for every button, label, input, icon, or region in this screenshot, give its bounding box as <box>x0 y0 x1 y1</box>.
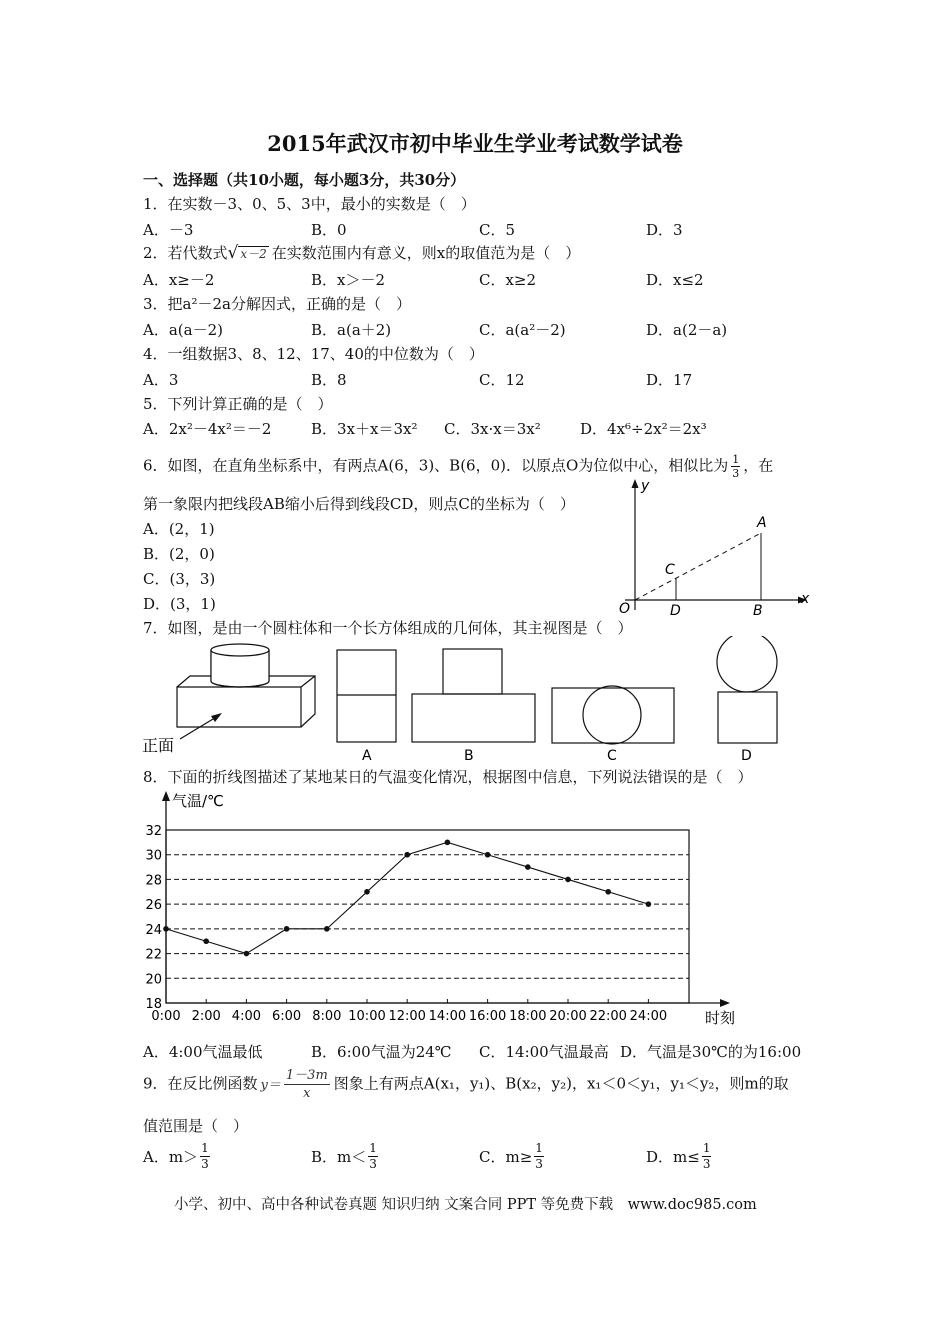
q5-option-c: C．3x·x＝3x² <box>444 420 541 438</box>
q3-option-d: D．a(2－a) <box>646 321 728 339</box>
question-6-stem: 6．如图，在直角坐标系中，有两点A(6，3)、B(6，0)．以原点O为位似中心，相似比为 $\frac{1}{3}$ ，在 <box>143 453 774 480</box>
x-tick-label: 6:00 <box>271 1009 302 1024</box>
data-point <box>404 852 410 858</box>
temperature-line-chart <box>140 785 740 1035</box>
x-tick-label: 0:00 <box>151 1009 181 1024</box>
q4-option-c: C．12 <box>479 371 525 389</box>
y-tick-label: 32 <box>145 824 162 839</box>
front-label: 正面 <box>142 736 175 755</box>
section-heading: 一、选择题（共10小题，每小题3分，共30分） <box>143 171 466 189</box>
q2-option-b: B．x＞－2 <box>311 271 386 289</box>
point-c-label: C <box>665 562 675 578</box>
q1-option-c: C．5 <box>479 221 516 239</box>
view-c <box>552 688 674 743</box>
x-tick-label: 16:00 <box>468 1009 507 1024</box>
view-d-rect <box>718 692 777 743</box>
data-point <box>364 889 370 895</box>
y-tick-label: 30 <box>145 848 162 864</box>
sqrt-symbol: √ <box>227 243 239 263</box>
y-tick-label: 20 <box>145 972 162 988</box>
question-5-stem: 5．下列计算正确的是（ ） <box>143 395 333 413</box>
page-footer: 小学、初中、高中各种试卷真题 知识归纳 文案合同 PPT 等免费下载 www.doc985.com <box>174 1197 757 1213</box>
q6-option-c: C．(3，3) <box>143 570 216 588</box>
q2-option-d: D．x≤2 <box>646 271 704 289</box>
q8-option-a: A．4:00气温最低 <box>143 1043 263 1061</box>
q3-option-b: B．a(a＋2) <box>311 321 392 339</box>
temperature-line <box>166 842 648 953</box>
y-tick-label: 24 <box>145 922 162 938</box>
chart-grid <box>162 791 730 1007</box>
view-a <box>337 650 396 742</box>
y-axis-arrow <box>162 791 170 801</box>
data-point <box>284 926 290 932</box>
label-b: B <box>464 748 474 764</box>
q1-option-d: D．3 <box>646 221 683 239</box>
q9-option-d: D．m≤ $\frac{1}{3}$ <box>646 1141 711 1171</box>
question-9-stem-cont: 值范围是（ ） <box>143 1117 249 1135</box>
q5-option-a: A．2x²－4x²＝－2 <box>143 420 272 438</box>
x-tick-label: 2:00 <box>191 1009 221 1024</box>
origin-label: O <box>619 601 631 617</box>
question-3-stem: 3．把a²－2a分解因式，正确的是（ ） <box>143 295 411 313</box>
data-point <box>646 901 652 907</box>
view-b-bottom <box>412 694 535 742</box>
x-axis-arrow <box>720 999 730 1007</box>
solid-drawing <box>177 644 315 739</box>
x-tick-label: 12:00 <box>388 1009 426 1024</box>
data-point <box>485 852 491 858</box>
x-tick-label: 8:00 <box>312 1009 342 1024</box>
q9-option-a: A．m＞ $\frac{1}{3}$ <box>143 1141 209 1171</box>
q3-option-c: C．a(a²－2) <box>479 321 566 339</box>
question-7-stem: 7．如图，是由一个圆柱体和一个长方体组成的几何体，其主视图是（ ） <box>143 619 633 637</box>
q9-option-b: B．m＜ $\frac{1}{3}$ <box>311 1141 377 1171</box>
view-d-circle <box>717 636 777 692</box>
function-fraction: $\frac{1-3m}{x}$ <box>285 1068 328 1101</box>
q6-option-d: D．(3，1) <box>143 595 216 613</box>
chart-series <box>163 840 651 957</box>
q9-option-c: C．m≥ $\frac{1}{3}$ <box>479 1141 543 1171</box>
data-point <box>525 864 531 870</box>
x-tick-label: 22:00 <box>589 1009 627 1024</box>
x-tick-label: 20:00 <box>549 1009 587 1024</box>
plot-frame <box>166 830 689 1003</box>
y-tick-label: 18 <box>145 997 162 1012</box>
question-6-stem-cont: 第一象限内把线段AB缩小后得到线段CD，则点C的坐标为（ ） <box>143 495 575 513</box>
q1-option-b: B．0 <box>311 221 347 239</box>
x-tick-label: 18:00 <box>509 1009 547 1024</box>
radicand: x－2 <box>240 247 267 261</box>
q8-option-b: B．6:00气温为24℃ <box>311 1043 452 1061</box>
exam-title: 2015年武汉市初中毕业生学业考试数学试卷 <box>267 131 683 156</box>
x-axis-title: 时刻 <box>705 1009 736 1027</box>
point-a-label: A <box>757 515 767 531</box>
x-tick-label: 4:00 <box>231 1009 262 1024</box>
data-point <box>565 877 571 883</box>
data-point <box>203 938 209 944</box>
y-axis-title: 气温/℃ <box>172 792 224 810</box>
x-axis-label: x <box>801 591 810 607</box>
label-c: C <box>607 748 617 764</box>
y-tick-label: 26 <box>145 898 162 914</box>
q4-option-b: B．8 <box>311 371 347 389</box>
q7-views-figure <box>140 636 820 766</box>
data-point <box>324 926 330 932</box>
x-tick-label: 10:00 <box>348 1009 386 1024</box>
data-point <box>244 951 250 957</box>
q5-option-b: B．3x＋x＝3x² <box>311 420 418 438</box>
data-point <box>605 889 611 895</box>
question-4-stem: 4．一组数据3、8、12、17、40的中位数为（ ） <box>143 345 484 363</box>
y-tick-label: 22 <box>145 947 162 963</box>
q6-option-b: B．(2，0) <box>143 545 215 563</box>
ratio-fraction: $\frac{1}{3}$ <box>732 453 740 480</box>
label-a: A <box>362 748 372 764</box>
x-tick-label: 14:00 <box>428 1009 467 1024</box>
q6-option-a: A．(2，1) <box>143 520 215 538</box>
point-b-label: B <box>753 603 763 618</box>
q5-option-d: D．4x⁶÷2x²＝2x³ <box>580 420 707 438</box>
question-9-stem: 9．在反比例函数 y＝ $\frac{1-3m}{x}$ 图象上有两点A(x₁，y₁)、B(x₂，y₂)，x₁＜0＜y₁，y₁＜y₂，则m的取 <box>143 1068 789 1101</box>
q3-option-a: A．a(a－2) <box>143 321 223 339</box>
q8-option-d: D．气温是30℃的为16:00 <box>620 1043 802 1061</box>
view-b-top <box>443 649 502 694</box>
q1-option-a: A．－3 <box>143 221 194 239</box>
q8-option-c: C．14:00气温最高 <box>479 1043 609 1061</box>
q2-option-a: A．x≥－2 <box>143 271 215 289</box>
q2-option-c: C．x≥2 <box>479 271 537 289</box>
q6-coordinate-figure <box>615 476 815 618</box>
question-2-stem: 2．若代数式√ x－2 在实数范围内有意义，则x的取值范为是（ ） <box>143 243 581 263</box>
data-point <box>445 840 451 846</box>
y-axis-label: y <box>641 478 650 494</box>
q4-option-d: D．17 <box>646 371 693 389</box>
y-tick-label: 28 <box>145 873 162 889</box>
question-8-stem: 8．下面的折线图描述了某地某日的气温变化情况，根据图中信息，下列说法错误的是（ ） <box>143 768 753 786</box>
x-tick-label: 24:00 <box>629 1009 668 1024</box>
point-d-label: D <box>670 603 681 618</box>
question-1-stem: 1．在实数－3、0、5、3中，最小的实数是（ ） <box>143 195 476 213</box>
data-point <box>163 926 169 932</box>
q4-option-a: A．3 <box>143 371 179 389</box>
label-d: D <box>741 748 752 764</box>
